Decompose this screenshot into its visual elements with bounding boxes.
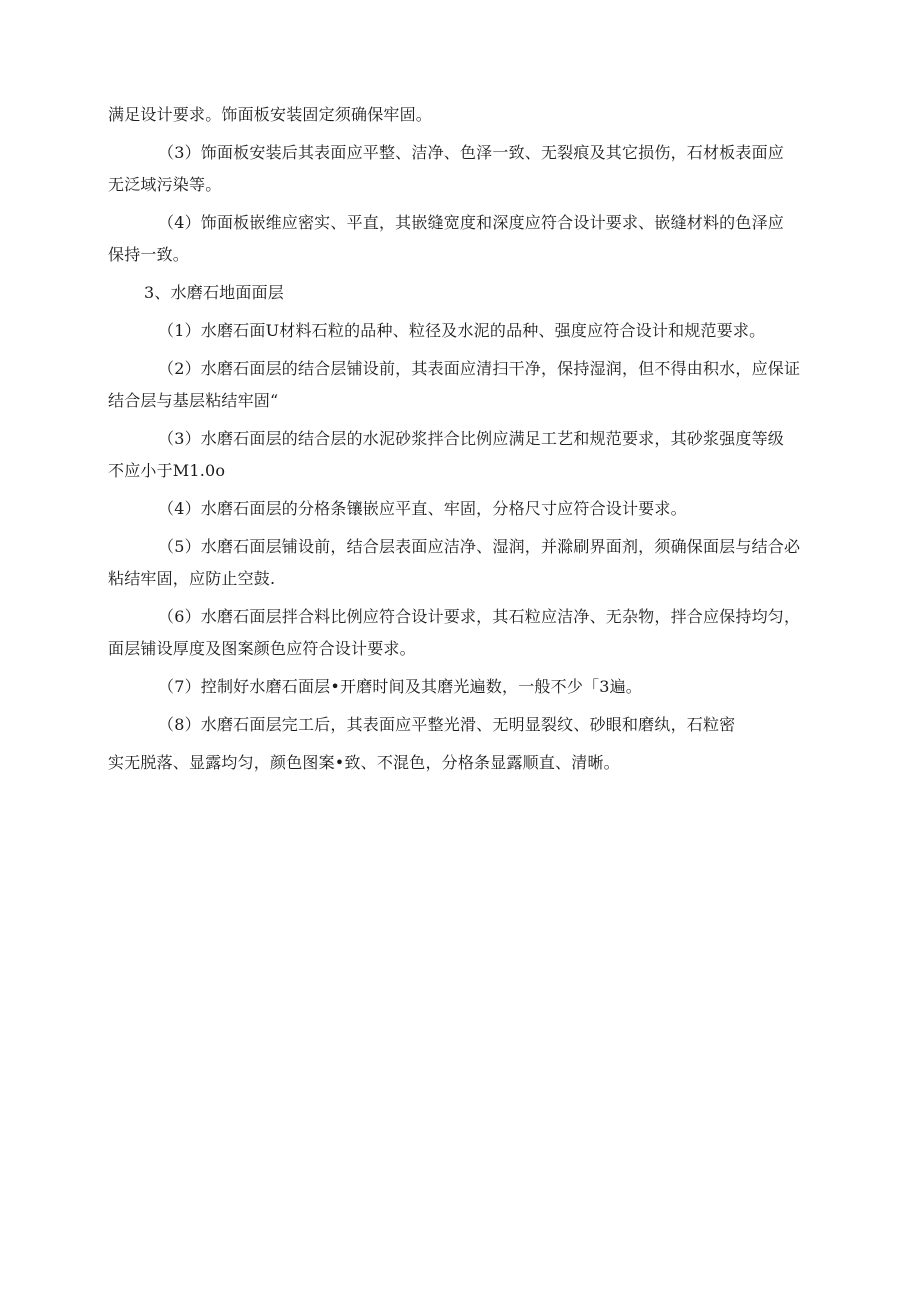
document-body [108,102,814,776]
section-heading: 3、水磨石地面面层 [144,283,284,302]
list-item-4-line-1: （4）饰面板嵌维应密实、平直，其嵌缝宽度和深度应符合设计要求、嵌缝材料的色泽应 [158,213,784,232]
terrazzo-item-5-line-1: （5）水磨石面层铺设前，结合层表面应洁净、湿润，并滁刷界面剂，须确保面层与结合必 [158,537,801,556]
list-item-4-line-2: 保持一致。 [108,245,190,264]
terrazzo-item-3-line-2: 不应小于M1.0o [108,461,226,480]
terrazzo-item-4: （4）水磨石面层的分格条镶嵌应平直、牢固，分格尺寸应符合设计要求。 [158,499,687,518]
terrazzo-item-7: （7）控制好水磨石面层•开磨时间及其磨光遍数，一般不少「3遍。 [158,677,642,696]
terrazzo-item-6-line-2: 面层铺设厚度及图案颜色应符合设计要求。 [108,639,416,658]
terrazzo-item-2-line-2: 结合层与基层粘结牢固“ [108,391,279,410]
terrazzo-item-1: （1）水磨石面U材料石粒的品种、粒径及水泥的品种、强度应符合设计和规范要求。 [158,321,766,340]
terrazzo-item-6-line-1: （6）水磨石面层拌合料比例应符合设计要求，其石粒应洁净、无杂物，拌合应保持均匀， [158,607,801,626]
paragraph-line: 满足设计要求。饰面板安装固定须确保牢固。 [108,105,433,124]
terrazzo-item-8-line-2: 实无脱落、显露均匀，颜色图案•致、不混色，分格条显露顺直、清晰。 [108,753,620,772]
terrazzo-item-5-line-2: 粘结牢固，应防止空鼓. [108,569,276,588]
list-item-3-line-2: 无泛域污染等。 [108,175,222,194]
terrazzo-item-3-line-1: （3）水磨石面层的结合层的水泥砂浆拌合比例应满足工艺和规范要求，其砂浆强度等级 [158,429,784,448]
terrazzo-item-8-line-1: （8）水磨石面层完工后，其表面应平整光滑、无明显裂纹、砂眼和磨纨，石粒密 [158,715,736,734]
list-item-3-line-1: （3）饰面板安装后其表面应平整、洁净、色泽一致、无裂痕及其它损伤，石材板表面应 [158,143,784,162]
terrazzo-item-2-line-1: （2）水磨石面层的结合层铺设前，其表面应清扫干净，保持湿润，但不得由积水，应保证 [158,359,801,378]
